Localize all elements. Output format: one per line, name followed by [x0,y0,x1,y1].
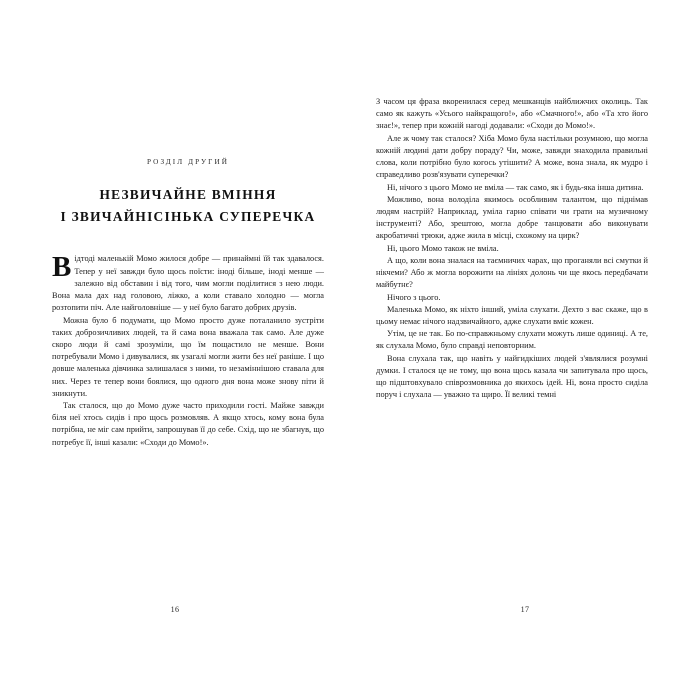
paragraph: Маленька Момо, як ніхто інший, уміла слухати. Дехто з вас скаже, що в цьому немає нічого надзвичайного, адже слухати вміє кожен. [376,304,648,326]
chapter-title-line-1: НЕЗВИЧАЙНЕ ВМІННЯ [99,187,277,202]
paragraph: Нічого з цього. [387,292,441,302]
paragraph: Можна було б подумати, що Момо просто дуже поталанило зустріти таких доброзичливих людей, та й сама вона вважала так само. Але дуже скоро люди й самі зрозуміли, що їм пощастило не менше. Вони потребували Момо і дивувалися, як узагалі могли жити без неї раніше. І що довше маленька дівчинка залишалася з ними, то незаміннішою ставала для них. Через те тепер вони боялися, що одного дня вона може знову піти й зникнути. [52,315,324,398]
paragraph: Так сталося, що до Момо дуже часто приходили гості. Майже завжди біля неї хтось сидів і про щось розмовляв. А якщо хтось, кому вона була потрібна, не міг сам прийти, запрошував її до себе. Схід, що не збагнув, що потребує її, інші казали: «Сходи до Момо!». [52,401,324,447]
paragraph: Можливо, вона володіла якимось особливим талантом, що піднімав людям настрій? Наприклад, уміла гарно співати чи грати на музичному інструменті? Або, зрештою, могла добре танцювати або виконувати акробатичні трюки, адже жила в місці, схожому на цирк? [376,194,648,241]
chapter-title [52,184,324,227]
paragraph: Ні, цього Момо також не вміла. [387,243,499,253]
paragraph [52,253,324,314]
paragraph: Але ж чому так сталося? Хіба Момо була настільки розумною, що могла кожній людині дати добру пораду? Чи, може, завжди знаходила правильні слова, коли потрібно було когось утішити? А може, вона знала, як мудро і справедливо розв'язувати суперечки? [376,133,648,180]
drop-cap: В [52,251,72,284]
paragraph: Ні, нічого з цього Момо не вміла — так само, як і будь-яка інша дитина. [387,182,644,192]
chapter-title-line-2: І ЗВИЧАЙНІСІНЬКА СУПЕРЕЧКА [60,208,316,224]
paragraph: Вона слухала так, що навіть у найгидкіших людей з'являлися розумні думки. І сталося це не тому, що вона щось казала чи запитувала про щось, що підштовхувало співрозмовника до якихось ідей. Ні, вона просто сиділа поруч і слухала — уважно та щиро. Її великі темні [376,353,648,400]
paragraph: З часом ця фраза вкоренилася серед мешканців найближчих околиць. Так само як кажуть «Усього найкращого!», або «Смачного!», або «Та хто його знає!», тепер при кожній нагоді додавали: «Сходи до Момо!». [376,97,648,131]
paragraph-text: ідтоді маленькій Момо жилося добре — принаймні їй так здавалося. Тепер у неї завжди було щось поїсти: іноді більше, іноді менше — залежно від обставин і від того, чим могли поділитися з нею люди. Вона мала дах над головою, ліжко, а коли ставало холодно — могла розтопити піч. Але найголовніше — у неї було багато добрих друзів. [52,254,324,313]
paragraph: А що, коли вона зналася на таємничих чарах, що проганяли всі смутки й нікчеми? Або ж могла ворожити на лініях долонь чи ще якось передбачати майбутнє? [376,255,648,290]
right-page-body [376,96,648,401]
left-page-body [52,253,324,449]
page-number-left: 16 [170,605,180,614]
page-number-right: 17 [520,605,530,614]
page-right [350,0,700,700]
paragraph: Утім, це не так. Бо по-справжньому слухати можуть лише одиниці. А те, як слухала Момо, було справді неповторним. [376,329,648,351]
chapter-label: РОЗДІЛ ДРУГИЙ [146,158,230,166]
